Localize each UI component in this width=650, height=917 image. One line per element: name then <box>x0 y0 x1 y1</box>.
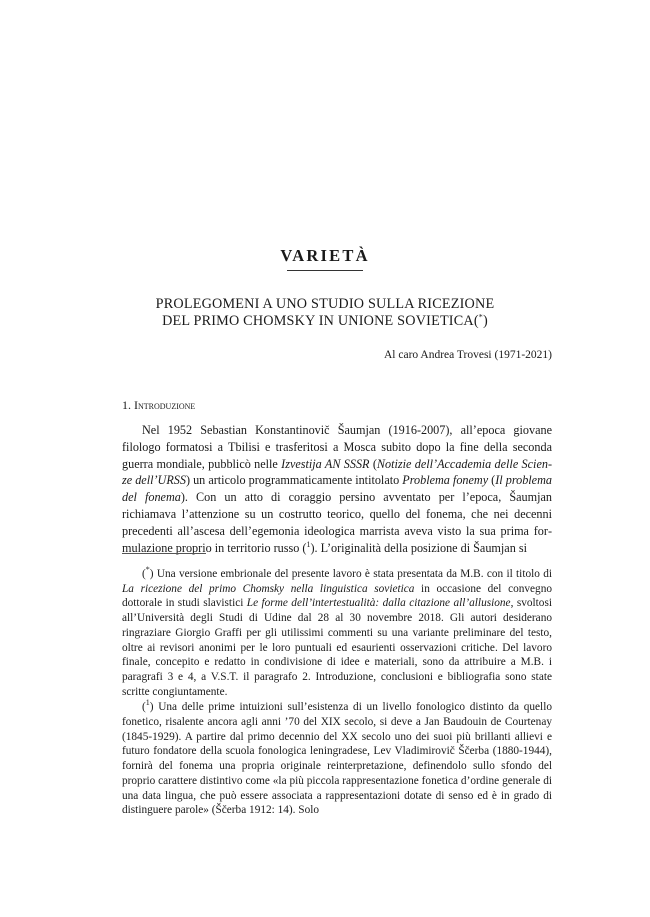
text-run: ). L’originalità della posizione di Šaumjan si <box>310 540 527 555</box>
text-run: , svoltosi all’Università degli Studi di Udine dal 28 al 30 novembre 2018. Gli autori desiderano ringraziare Giorgio Graffi per gli utilissimi commenti su una variante preliminare del testo, oltre ai revisori anonimi per le loro puntuali ed esaurienti osservazioni critiche. Del lavoro finale, concepito e redatto in condivisione di idee e materiali, sono da attribuire a M.B. i paragrafi 3 e 4, a V.S.T. il paragrafo 2. Introduzione, conclusioni e bibliografia sono state scritte congiuntamente. <box>122 597 552 698</box>
text-run: ) Una delle prime intuizioni sull’esistenza di un livello fonologico distinto da quello fonetico, risalente ancora agli anni ’70 del XIX secolo, si deve a Jan Baudouin de Courtenay (1845-1929). A partire dal primo decennio del XX secolo uno dei suoi più brillanti allievi e futuro fondatore della scuola fonologica leningradese, Lev Vladimirovič Ščerba (1880-1944), fornirà del fonema una propria originale reinterpretazione, definendolo sullo sfondo del proprio carattere distintivo come «la più piccola rappresentazione fonetica d’ordine generale di una data lingua, che può essere associata a rappresentazioni dotate di senso ed è in grado di distinguere parole» (Ščerba 1912: 14). Solo <box>122 701 552 817</box>
text-run: ). Con un atto di coraggio persino avventato per l’epoca, Šaumjan richiamava l’attenzione su un costrutto teorico, quello del fonema, che nei decenni precedenti all’ascesa dell’egemonia ideologica marrista aveva visto la sua prima formulazione proprio in territorio russo ( <box>122 490 552 555</box>
italic-title: Notizie dell’Accademia delle Scienze dell’URSS <box>122 456 553 488</box>
footnote-ref-1[interactable]: 1 <box>306 539 311 549</box>
italic-title: La ricezione del primo Chomsky nella linguistica sovietica <box>122 582 415 595</box>
footnote-1-marker: 1 <box>145 698 150 708</box>
paragraph <box>122 422 552 556</box>
footnote-star: (*) Una versione embrionale del presente lavoro è stata presentata da M.B. con il titolo di La ricezione del primo Chomsky nella linguistica sovietica in occasione del convegno dottorale in studi slavistici Le forme dell’intertestualità: dalla citazione all’allusione, svoltosi all’Università degli Studi di Udine dal 28 al 30 novembre 2018. Gli autori desiderano ringraziare Giorgio Graffi per gli utilissimi commenti su una variante preliminare del testo, oltre ai revisori anonimi per le loro puntuali ed esaurienti osservazioni critiche. Del lavoro finale, concepito e redatto in condivisione di idee e materiali, sono da attribuire a M.B. i paragrafi 3 e 4, a V.S.T. il paragrafo 2. Introduzione, conclusioni e bibliografia sono state scritte congiuntamente. <box>122 565 552 698</box>
text-run: in occasione del convegno dottorale in studi slavistici <box>122 582 552 610</box>
footnote-star-marker: * <box>145 565 150 575</box>
italic-title: Le forme dell’intertestualità: dalla citazione all’allusione <box>246 597 511 610</box>
section-title: VARIETÀ <box>280 246 370 265</box>
section-heading <box>122 398 195 413</box>
text-run: ) un articolo programmaticamente intitolato <box>185 473 403 488</box>
italic-title: Il problema del fonema <box>122 473 552 505</box>
footnote-1: ($^1$) Una delle prime intuizioni sull’esistenza di un livello fonologico distinto da quello fonetico, risalente ancora agli anni ’70 del XIX secolo, si deve a Jan Baudouin de Courtenay (1845-1929). A partire dal primo decennio del XX secolo uno dei suoi più brillanti allievi e futuro fondatore della scuola fonologica leningradese, Lev Vladimirovič Ščerba (1880-1944), fornirà del fonema una propria originale reinterpretazione, definendolo sullo sfondo del proprio carattere distintivo come «la più piccola rappresentazione fonetica d’ordine generale di una data lingua, che può essere associata a rappresentazioni dotate di senso ed è in grado di distinguere parole» (Ščerba 1912: 14). Solo <box>122 698 552 817</box>
text-run: Nel 1952 Sebastian Konstantinovič Šaumjan (1916-2007), all’epoca giovane filologo formatosi a Tbilisi e trasferitosi a Mosca subito dopo la fine della seconda guerra mondiale, pubblicò nelle <box>122 423 552 471</box>
text-run: ) Una versione embrionale del presente lavoro è stata presentata da M.B. con il titolo di <box>149 568 552 580</box>
article-title <box>0 296 650 329</box>
footnote-separator <box>122 553 206 554</box>
dedication: Al caro Andrea Trovesi (1971-2021) <box>383 349 552 361</box>
article-title-footnote-marker[interactable]: * <box>478 311 483 321</box>
italic-title: Problema fonemy <box>402 473 489 488</box>
text-run: ( <box>488 473 496 488</box>
italic-title: Izvestija AN SSSR <box>281 456 370 471</box>
title-underline-rule <box>287 270 363 271</box>
section-heading-number: 1. <box>122 398 131 412</box>
footnotes <box>122 567 552 818</box>
section-heading-label: Introduzione <box>134 398 196 412</box>
article-title-line-2 <box>0 313 650 330</box>
body-text <box>122 422 552 556</box>
text-run: ( <box>369 456 377 471</box>
article-title-line-1: PROLEGOMENI A UNO STUDIO SULLA RICEZIONE <box>155 296 495 312</box>
article-title-close-paren: ) <box>482 312 488 329</box>
article-title-line-2-text: DEL PRIMO CHOMSKY IN UNIONE SOVIETICA( <box>162 312 479 329</box>
